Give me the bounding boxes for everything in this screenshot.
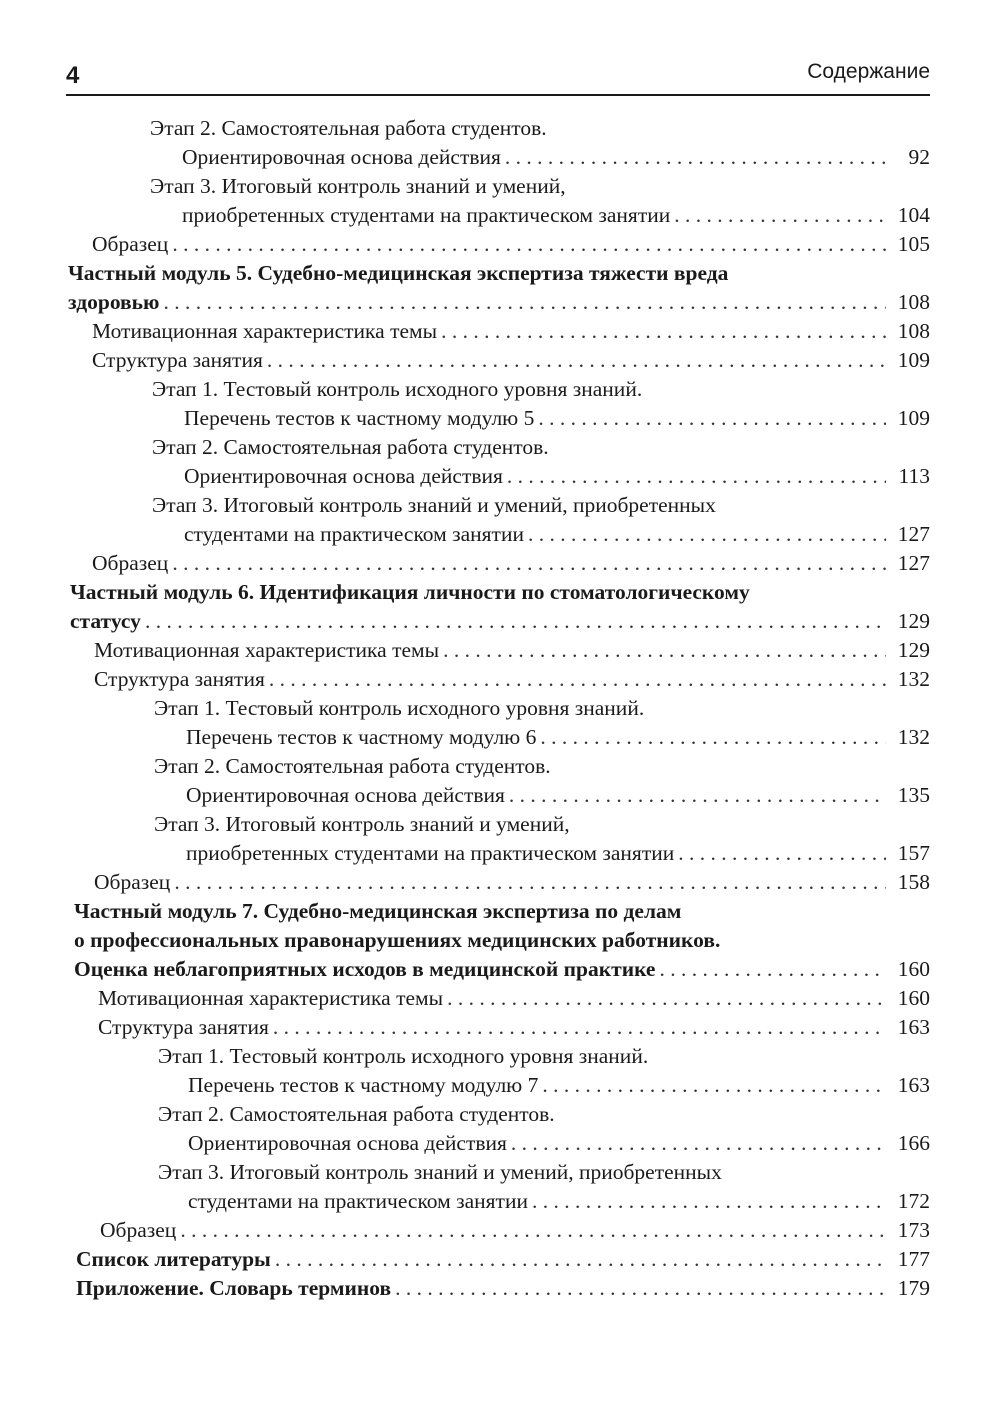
toc-entry[interactable] (70, 607, 930, 636)
toc-entry-title: Структура занятия (98, 1015, 269, 1039)
toc-entry-page: 173 (897, 1218, 930, 1242)
toc-entry[interactable] (188, 1187, 930, 1216)
toc-entry[interactable] (74, 955, 930, 984)
toc-entry-page: 109 (897, 348, 930, 372)
toc-entry[interactable] (76, 1245, 930, 1274)
toc-entry[interactable] (94, 868, 930, 897)
toc-entry-title: Частный модуль 7. Судебно-медицинская экспертиза по делам (74, 899, 682, 923)
toc-entry-title: студентами на практическом занятии (188, 1189, 528, 1213)
toc-entry-page: 166 (897, 1131, 930, 1155)
toc-entry-title: о профессиональных правонарушениях медицинских работников. (74, 928, 721, 952)
toc-entry[interactable] (186, 839, 930, 868)
toc-entry (68, 259, 728, 288)
toc-entry-title: Образец (92, 551, 169, 575)
toc-entry-title: Частный модуль 5. Судебно-медицинская экспертиза тяжести вреда (68, 261, 729, 285)
toc-entry-title: Этап 2. Самостоятельная работа студентов. (154, 754, 551, 778)
dot-leader (540, 723, 886, 752)
toc-entry-title: здоровью (68, 290, 160, 314)
dot-leader (163, 288, 886, 317)
toc-entry (152, 375, 642, 404)
toc-entry[interactable] (92, 317, 930, 346)
toc-entry-title: Этап 3. Итоговый контроль знаний и умений, (150, 174, 566, 198)
toc-entry-title: Этап 2. Самостоятельная работа студентов. (158, 1102, 555, 1126)
toc-entry-title: Этап 1. Тестовый контроль исходного уровня знаний. (154, 696, 645, 720)
dot-leader (542, 1071, 886, 1100)
toc-entry[interactable] (94, 665, 930, 694)
toc-entry-page: 127 (897, 551, 930, 575)
toc-entry[interactable] (182, 143, 930, 172)
page-header (66, 58, 930, 94)
toc-entry-page: 113 (898, 464, 930, 488)
toc-entry (70, 578, 750, 607)
toc-entry-title: Этап 1. Тестовый контроль исходного уровня знаний. (158, 1044, 649, 1068)
dot-leader (447, 984, 886, 1013)
toc-entry (150, 172, 566, 201)
toc-entry-page: 132 (897, 725, 930, 749)
toc-entry (158, 1100, 555, 1129)
toc-entry-title: Мотивационная характеристика темы (92, 319, 438, 343)
dot-leader (509, 781, 886, 810)
page-number: 4 (66, 62, 80, 89)
dot-leader (674, 201, 886, 230)
toc-entry[interactable] (92, 346, 930, 375)
toc-entry (154, 694, 644, 723)
dot-leader (273, 1013, 886, 1042)
toc-entry[interactable] (186, 723, 930, 752)
dot-leader (172, 230, 886, 259)
toc-entry[interactable] (186, 781, 930, 810)
toc-entry (158, 1158, 722, 1187)
toc-entry-page: 108 (897, 319, 930, 343)
toc-entry[interactable] (92, 230, 930, 259)
toc-entry-page: 92 (908, 145, 930, 169)
dot-leader (659, 955, 886, 984)
toc-entry-title: Перечень тестов к частному модулю 5 (184, 406, 535, 430)
dot-leader (275, 1245, 886, 1274)
toc-entry-page: 160 (897, 957, 930, 981)
running-head: Содержание (807, 60, 930, 83)
toc-entry-page: 132 (897, 667, 930, 691)
toc-entry[interactable] (184, 404, 930, 433)
dot-leader (507, 462, 886, 491)
toc-entry-title: Структура занятия (94, 667, 265, 691)
toc-entry (152, 433, 549, 462)
toc-entry-title: Этап 3. Итоговый контроль знаний и умений, приобретенных (152, 493, 716, 517)
toc-entry-page: 105 (897, 232, 930, 256)
toc-entry-page: 109 (897, 406, 930, 430)
dot-leader (441, 317, 886, 346)
toc-entry-page: 157 (897, 841, 930, 865)
dot-leader (511, 1129, 886, 1158)
toc-entry[interactable] (100, 1216, 930, 1245)
toc-entry[interactable] (76, 1274, 930, 1303)
toc-entry-title: Этап 2. Самостоятельная работа студентов. (150, 116, 547, 140)
dot-leader (267, 346, 886, 375)
toc-entry-title: Частный модуль 6. Идентификация личности по стоматологическому (70, 580, 750, 604)
dot-leader (505, 143, 886, 172)
toc-entry-page: 160 (897, 986, 930, 1010)
toc-entry-title: Мотивационная характеристика темы (98, 986, 444, 1010)
toc-entry (158, 1042, 648, 1071)
toc-entry[interactable] (68, 288, 930, 317)
toc-entry-page: 127 (897, 522, 930, 546)
toc-entry-page: 129 (897, 638, 930, 662)
toc-entry-page: 163 (897, 1073, 930, 1097)
toc-entry-title: Образец (92, 232, 169, 256)
toc-entry[interactable] (182, 201, 930, 230)
toc-entry[interactable] (92, 549, 930, 578)
toc-entry[interactable] (188, 1129, 930, 1158)
dot-leader (528, 520, 886, 549)
toc-entry-title: Этап 2. Самостоятельная работа студентов. (152, 435, 549, 459)
dot-leader (172, 549, 886, 578)
toc-entry (154, 810, 570, 839)
toc-entry-title: Мотивационная характеристика темы (94, 638, 440, 662)
toc-entry[interactable] (184, 520, 930, 549)
toc-entry-title: Этап 1. Тестовый контроль исходного уровня знаний. (152, 377, 643, 401)
toc-entry-title: приобретенных студентами на практическом занятии (186, 841, 675, 865)
toc-entry[interactable] (184, 462, 930, 491)
toc-entry-page: 135 (897, 783, 930, 807)
dot-leader (180, 1216, 886, 1245)
toc-entry-page: 172 (897, 1189, 930, 1213)
toc-entry-title: Оценка неблагоприятных исходов в медицинской практике (74, 957, 656, 981)
toc-entry-title: Список литературы (76, 1247, 271, 1271)
toc-entry-title: Ориентировочная основа действия (186, 783, 505, 807)
dot-leader (269, 665, 886, 694)
toc-entry-title: Приложение. Словарь терминов (76, 1276, 392, 1300)
toc-entry-page: 108 (897, 290, 930, 314)
dot-leader (395, 1274, 886, 1303)
toc-entry-page: 179 (897, 1276, 930, 1300)
toc-entry-title: Этап 3. Итоговый контроль знаний и умений, (154, 812, 570, 836)
toc-entry-title: Структура занятия (92, 348, 263, 372)
toc-entry-title: студентами на практическом занятии (184, 522, 524, 546)
toc-entry-title: Ориентировочная основа действия (182, 145, 501, 169)
toc-entry[interactable] (94, 636, 930, 665)
toc-entry-title: Ориентировочная основа действия (184, 464, 503, 488)
toc-entry-page: 158 (897, 870, 930, 894)
toc-entry-page: 177 (897, 1247, 930, 1271)
dot-leader (678, 839, 886, 868)
toc-entry-title: приобретенных студентами на практическом занятии (182, 203, 671, 227)
toc-entry (74, 926, 720, 955)
dot-leader (532, 1187, 886, 1216)
toc-entry-page: 104 (897, 203, 930, 227)
toc-entry (74, 897, 681, 926)
dot-leader (443, 636, 886, 665)
toc-entry-title: Этап 3. Итоговый контроль знаний и умений, приобретенных (158, 1160, 722, 1184)
toc-entry (150, 114, 547, 143)
toc-entry-title: Ориентировочная основа действия (188, 1131, 507, 1155)
toc-entry[interactable] (188, 1071, 930, 1100)
toc-entry-title: Образец (100, 1218, 177, 1242)
toc-entry[interactable] (98, 984, 930, 1013)
toc-entry-page: 129 (897, 609, 930, 633)
header-rule (66, 94, 930, 96)
toc-entry-title: Перечень тестов к частному модулю 6 (186, 725, 537, 749)
toc-entry-title: Перечень тестов к частному модулю 7 (188, 1073, 539, 1097)
dot-leader (538, 404, 886, 433)
toc-entry (154, 752, 551, 781)
toc-entry[interactable] (98, 1013, 930, 1042)
dot-leader (174, 868, 886, 897)
dot-leader (145, 607, 886, 636)
toc-entry-page: 163 (897, 1015, 930, 1039)
toc-entry-title: статусу (70, 609, 141, 633)
toc-entry (152, 491, 716, 520)
toc-entry-title: Образец (94, 870, 171, 894)
